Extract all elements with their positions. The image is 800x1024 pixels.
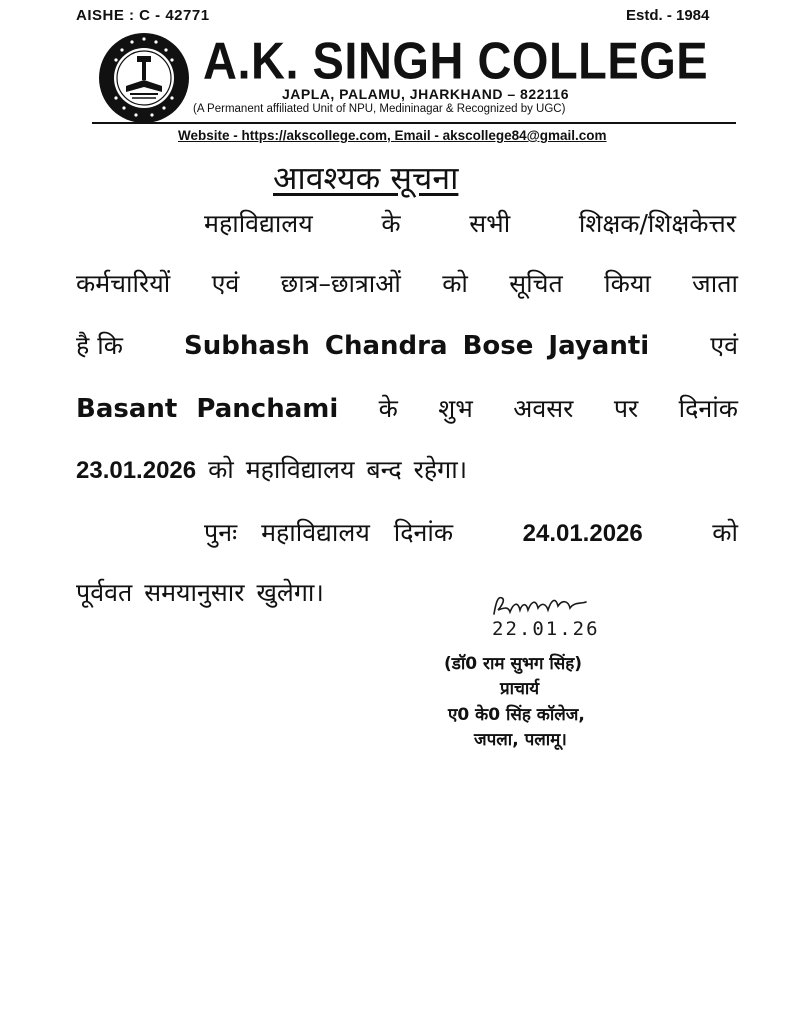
notice-line-7: पूर्ववत समयानुसार खुलेगा। <box>76 578 324 607</box>
notice-line-6 <box>204 515 738 549</box>
notice-text: पुनः महाविद्यालय दिनांक <box>204 518 454 547</box>
established-year: Estd. - 1984 <box>626 7 710 24</box>
signature-place: जपला, पलामू। <box>474 730 567 750</box>
notice-word: के <box>381 209 401 238</box>
contact-line: Website - https://akscollege.com, Email - akscollege84@gmail.com <box>178 128 607 143</box>
reopening-date: 24.01.2026 <box>522 520 643 547</box>
notice-text: को <box>712 518 738 547</box>
signature-date: 22.01.26 <box>492 618 600 640</box>
closure-date: 23.01.2026 <box>76 457 197 484</box>
notice-line-1 <box>204 206 736 240</box>
notice-word: महाविद्यालय <box>204 209 313 238</box>
notice-word: शिक्षक/शिक्षकेत्तर <box>578 209 736 238</box>
principal-designation: प्राचार्य <box>500 679 540 699</box>
notice-title: आवश्यक सूचना <box>273 159 459 197</box>
notice-word: कर्मचारियों <box>76 269 171 298</box>
notice-word: जाता <box>692 269 738 298</box>
notice-word: अवसर <box>513 394 574 423</box>
notice-word: सभी <box>469 209 511 238</box>
notice-word: को <box>442 269 468 298</box>
event-name-subhash-jayanti: Subhash Chandra Bose Jayanti <box>183 331 650 361</box>
aishe-code: AISHE : C - 42771 <box>76 7 210 24</box>
notice-word: दिनांक <box>678 394 738 423</box>
notice-word: के <box>378 394 398 423</box>
notice-word: पर <box>613 394 639 423</box>
notice-word: सूचित <box>509 269 563 298</box>
college-seal-logo <box>96 30 192 126</box>
header-divider <box>92 122 736 124</box>
notice-line-5 <box>76 452 467 486</box>
event-name-basant-panchami: Basant Panchami <box>76 394 339 424</box>
college-name: A.K. SINGH COLLEGE <box>203 31 709 90</box>
notice-text: को महाविद्यालय बन्द रहेगा। <box>208 455 468 484</box>
notice-line-4 <box>76 391 738 425</box>
notice-text: है कि <box>76 331 123 360</box>
college-address: JAPLA, PALAMU, JHARKHAND – 822116 <box>282 86 569 102</box>
signature-institution: ए0 के0 सिंह कॉलेज, <box>448 705 585 725</box>
notice-word: छात्र–छात्राओं <box>280 269 401 298</box>
affiliation-note: (A Permanent affiliated Unit of NPU, Medininagar & Recognized by UGC) <box>193 103 566 115</box>
notice-text: एवं <box>710 331 738 360</box>
notice-line-2 <box>76 266 738 300</box>
notice-word: एवं <box>211 269 240 298</box>
notice-word: शुभ <box>438 394 473 423</box>
notice-line-3 <box>76 328 738 362</box>
principal-name: (डॉ0 राम सुभग सिंह) <box>444 654 583 674</box>
notice-word: किया <box>604 269 651 298</box>
